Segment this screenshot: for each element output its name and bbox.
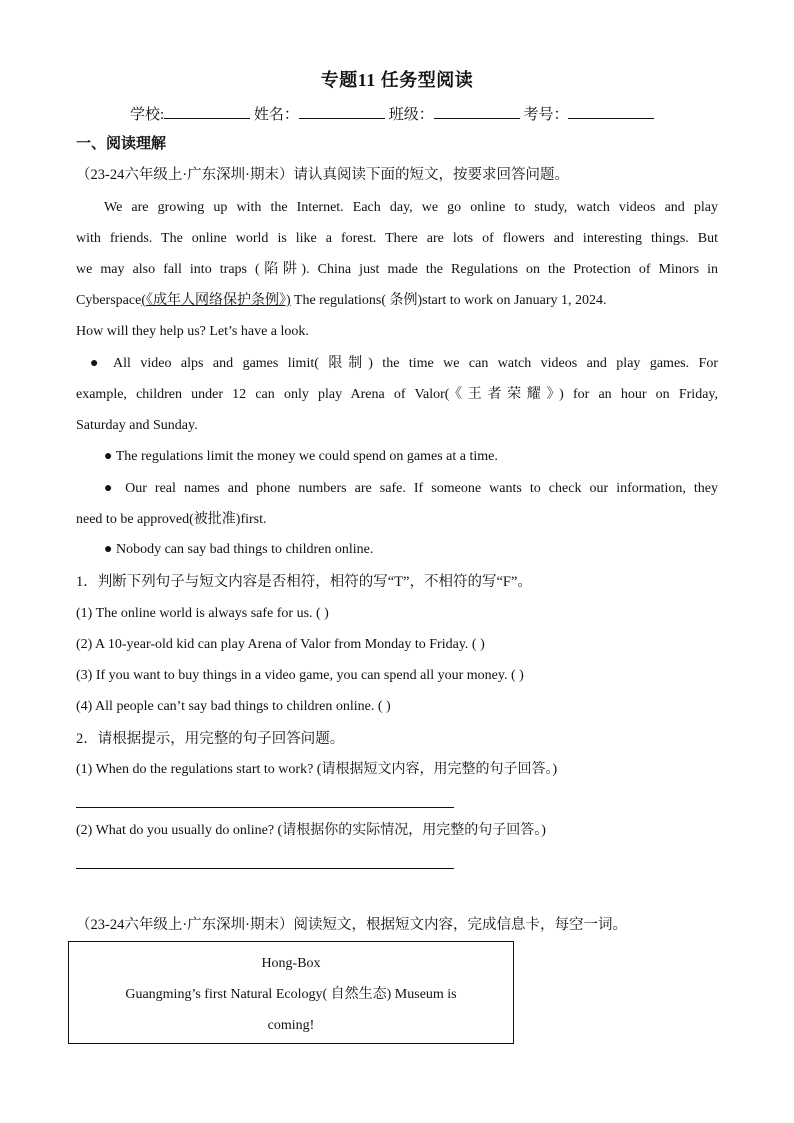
name-label: 姓名： bbox=[253, 107, 299, 123]
bullet-line: ● Nobody can say bad things to children online. bbox=[104, 542, 374, 557]
source-note-2: （23-24六年级上·广东深圳·期末）阅读短文，根据短文内容，完成信息卡，每空一词。 bbox=[76, 917, 627, 933]
bullet-line: Saturday and Sunday. bbox=[76, 418, 198, 433]
question-2-item: (2) What do you usually do online? (请根据你的实际情况，用完整的句子回答。) bbox=[76, 823, 546, 838]
question-1-item[interactable]: (3) If you want to buy things in a video game, you can spend all your money. ( ) bbox=[76, 668, 524, 683]
source-note-1: （23-24六年级上·广东深圳·期末）请认真阅读下面的短文，按要求回答问题。 bbox=[76, 167, 569, 183]
bullet-line: example, children under 12 can only play Arena of Valor(《王者荣耀》) for an hour on Friday, bbox=[76, 387, 718, 402]
exam-no-blank[interactable] bbox=[568, 104, 654, 119]
page-title: 专题11 任务型阅读 bbox=[320, 70, 474, 90]
box-title: Hong-Box bbox=[261, 956, 321, 971]
info-card-box bbox=[68, 941, 514, 1044]
passage-line bbox=[76, 291, 718, 311]
question-1-item[interactable]: (1) The online world is always safe for us. ( ) bbox=[76, 606, 329, 621]
bullet-line: ● The regulations limit the money we could spend on games at a time. bbox=[104, 449, 498, 464]
bullet-line: need to be approved(被批准)first. bbox=[76, 512, 267, 527]
question-1-stem: 1．判断下列句子与短文内容是否相符，相符的写“T”，不相符的写“F”。 bbox=[76, 574, 532, 590]
passage-line: with friends. The online world is like a forest. There are lots of flowers and interesting things. But bbox=[76, 231, 718, 246]
bullet-line: ● All video alps and games limit( 限制) the time we can watch videos and play games. For bbox=[90, 356, 718, 371]
passage-text: The regulations( 条例)start to work on January 1, 2024. bbox=[290, 293, 607, 308]
question-1-item[interactable]: (2) A 10-year-old kid can play Arena of Valor from Monday to Friday. ( ) bbox=[76, 637, 485, 652]
section-heading: 一、阅读理解 bbox=[76, 136, 167, 152]
passage-line: we may also fall into traps (陷阱). China just made the Regulations on the Protection of Minors in bbox=[76, 262, 718, 277]
answer-line[interactable] bbox=[76, 807, 454, 808]
question-2-stem: 2．请根据提示，用完整的句子回答问题。 bbox=[76, 731, 345, 747]
student-info-line bbox=[130, 103, 654, 124]
box-line: Guangming’s first Natural Ecology( 自然生态) Museum is bbox=[125, 987, 457, 1002]
school-blank[interactable] bbox=[164, 104, 250, 119]
bullet-line: ● Our real names and phone numbers are safe. If someone wants to check our information, they bbox=[104, 481, 718, 496]
class-label: 班级： bbox=[388, 107, 434, 123]
passage-line: How will they help us? Let’s have a look. bbox=[76, 324, 309, 339]
name-blank[interactable] bbox=[299, 104, 385, 119]
underlined-chinese-title: (《成年人网络保护条例》) bbox=[141, 293, 291, 308]
class-blank[interactable] bbox=[434, 104, 520, 119]
question-2-item: (1) When do the regulations start to work? (请根据短文内容，用完整的句子回答。) bbox=[76, 762, 558, 777]
box-line: coming! bbox=[267, 1018, 315, 1033]
passage-line: We are growing up with the Internet. Each day, we go online to study, watch videos and play bbox=[104, 200, 718, 215]
answer-line[interactable] bbox=[76, 868, 454, 869]
question-1-item[interactable]: (4) All people can’t say bad things to children online. ( ) bbox=[76, 699, 391, 714]
passage-text: Cyberspace bbox=[76, 293, 142, 308]
school-label: 学校: bbox=[130, 107, 165, 123]
exam-no-label: 考号： bbox=[523, 107, 569, 123]
